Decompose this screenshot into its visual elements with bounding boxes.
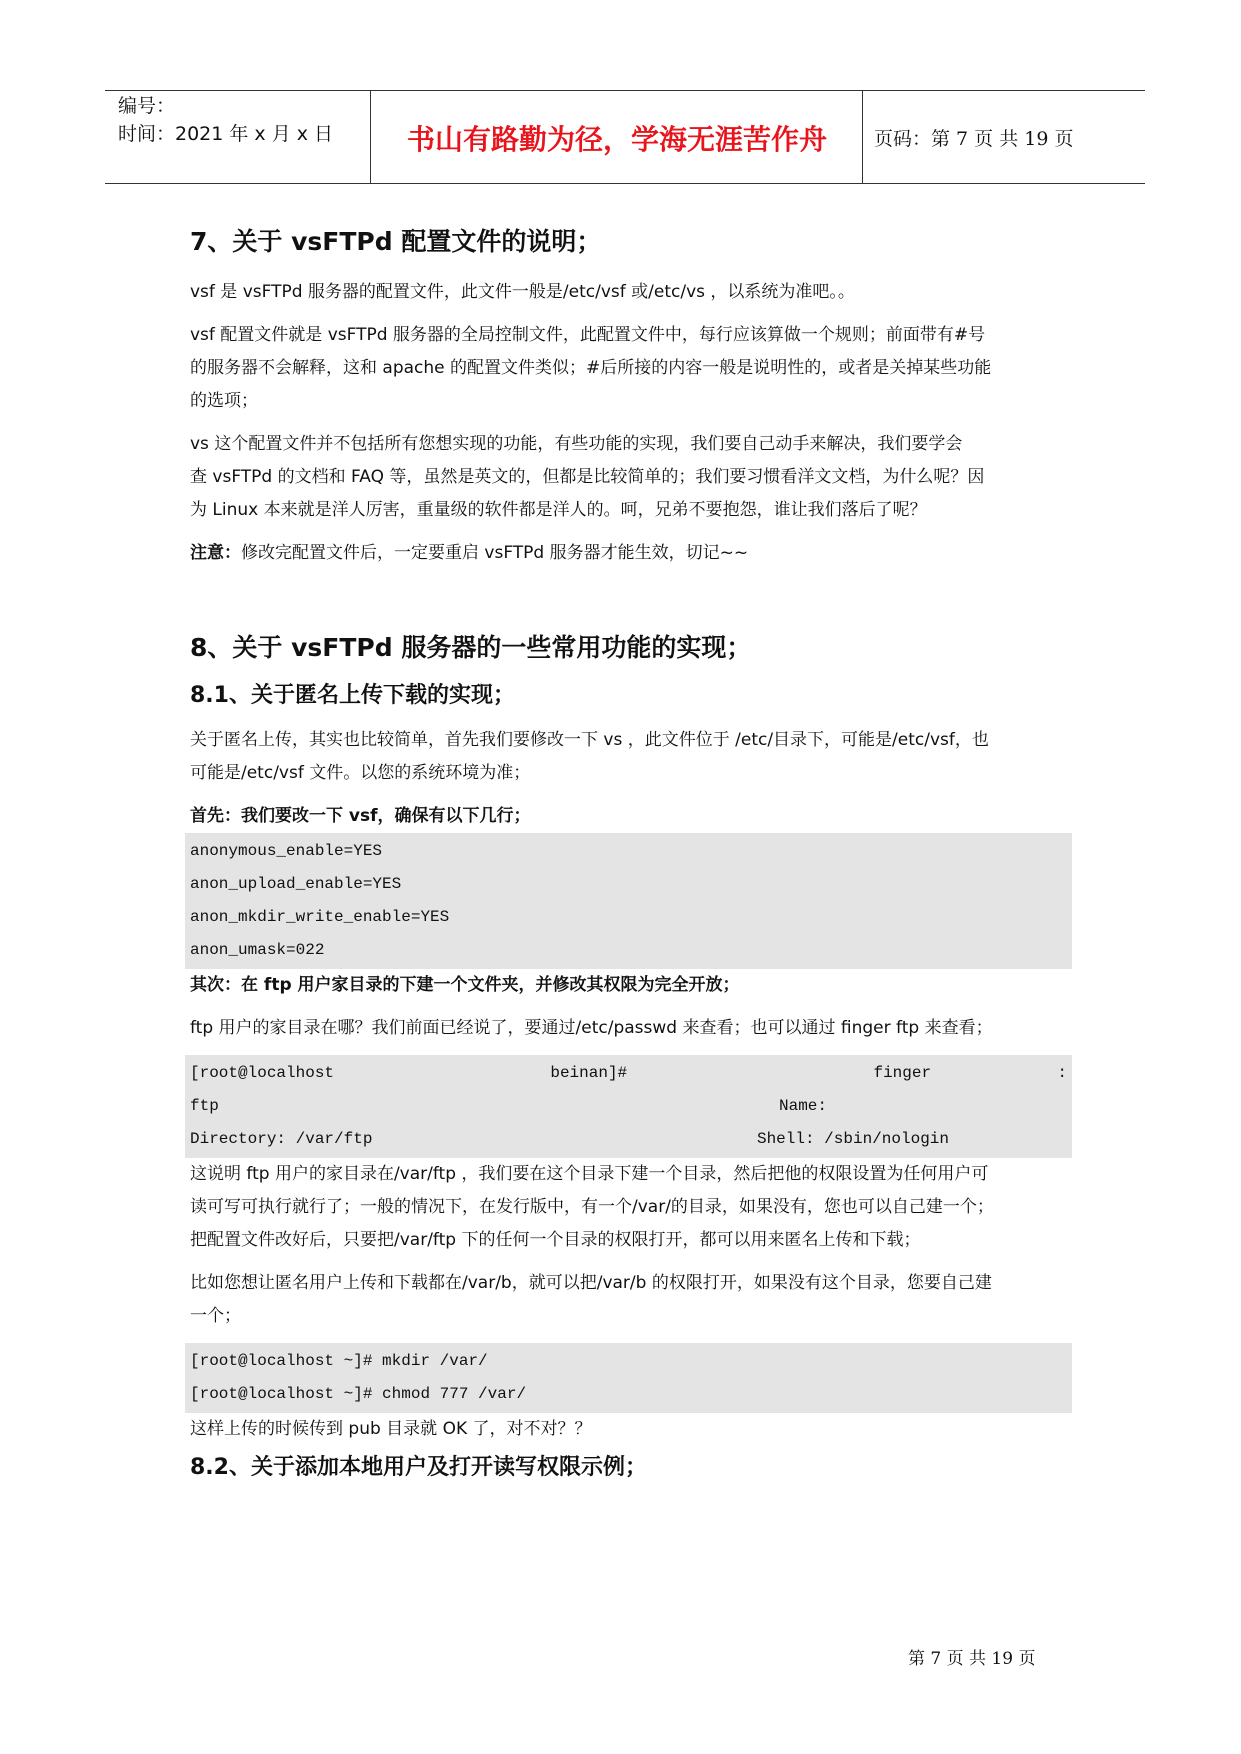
code-block-finger	[185, 1055, 1072, 1158]
header-motto: 书山有路勤为径，学海无涯苦作舟	[406, 123, 827, 156]
section-8-1-title: 8.1、关于匿名上传下载的实现；	[190, 683, 515, 708]
header-meta	[118, 92, 333, 148]
code-line: anonymous_enable=YES	[190, 842, 383, 860]
code-line: [root@localhost ~]# mkdir /var/	[190, 1352, 488, 1370]
section-7-paragraph-3: vs 这个配置文件并不包括所有您想实现的功能，有些功能的实现，我们要自己动手来解决，我们要学会 查 vsFTPd 的文档和 FAQ 等，虽然是英文的，但都是比较简单的；我们要习惯看洋文文档，为什么呢？因 为 Linux 本来就是洋人厉害，重量级的软件都是洋人的。呵，兄弟不要抱怨，谁让我们落后了呢？	[190, 434, 985, 520]
done-paragraph: 这样上传的时候传到 pub 目录就 OK 了，对不对？？	[190, 1419, 592, 1439]
header-top-rule	[105, 90, 1145, 91]
code-block-mkdir	[185, 1343, 1072, 1413]
ftp-home-paragraph: ftp 用户的家目录在哪？我们前面已经说了，要通过/etc/passwd 来查看；也可以通过 finger ftp 来查看；	[190, 1018, 993, 1038]
example-paragraph: 比如您想让匿名用户上传和下载都在/var/b，就可以把/var/b 的权限打开，如果没有这个目录，您要自己建 一个；	[190, 1273, 992, 1326]
note-text: 修改完配置文件后，一定要重启 vsFTPd 服务器才能生效，切记~~	[241, 543, 749, 563]
code-line: anon_umask=022	[190, 941, 325, 959]
header-number: 编号：	[118, 95, 176, 117]
section-7-paragraph-2: vsf 配置文件就是 vsFTPd 服务器的全局控制文件，此配置文件中，每行应该算做一个规则；前面带有#号 的服务器不会解释，这和 apache 的配置文件类似；#后所接的内容一般是说明性的，或者是关掉某些功能 的选项；	[190, 325, 992, 411]
header-divider-right	[862, 90, 863, 184]
header-divider-left	[370, 90, 371, 184]
section-8-1-intro: 关于匿名上传，其实也比较简单，首先我们要修改一下 vs ，此文件位于 /etc/目录下，可能是/etc/vsf，也 可能是/etc/vsf 文件。以您的系统环境为准；	[190, 730, 989, 783]
footer-page-number: 第 7 页 共 19 页	[908, 1649, 1036, 1669]
code-line: anon_upload_enable=YES	[190, 875, 402, 893]
header-page-info: 页码：第 7 页 共 19 页	[874, 128, 1074, 150]
second-step: 其次：在 ftp 用户家目录的下建一个文件夹，并修改其权限为完全开放；	[190, 975, 740, 995]
header-bottom-rule	[105, 183, 1145, 184]
header-date: 时间：2021 年 x 月 x 日	[118, 123, 334, 145]
ftp-home-explanation: 这说明 ftp 用户的家目录在/var/ftp ，我们要在这个目录下建一个目录，然后把他的权限设置为任何用户可 读可写可执行就行了；一般的情况下，在发行版中，有一个/var/的目录，如果没有，您也可以自己建一个； 把配置文件改好后，只要把/var/ftp 下的任何一个目录的权限打开，都可以用来匿名上传和下载；	[190, 1164, 994, 1250]
section-8-title: 8、关于 vsFTPd 服务器的一些常用功能的实现；	[190, 633, 752, 662]
code-line: ftp Name:	[190, 1097, 827, 1115]
code-block-config	[185, 833, 1072, 969]
code-line: [root@localhost beinan]# finger :	[190, 1064, 1067, 1082]
section-7-note	[190, 537, 1067, 570]
section-7-title: 7、关于 vsFTPd 配置文件的说明；	[190, 227, 602, 256]
section-8-2-title: 8.2、关于添加本地用户及打开读写权限示例；	[190, 1455, 647, 1480]
code-line: Directory: /var/ftp Shell: /sbin/nologin	[190, 1130, 949, 1148]
note-label: 注意：	[190, 543, 241, 563]
section-7-paragraph-1: vsf 是 vsFTPd 服务器的配置文件，此文件一般是/etc/vsf 或/etc/vs ，以系统为准吧。。	[190, 282, 855, 302]
first-step: 首先：我们要改一下 vsf，确保有以下几行；	[190, 806, 531, 826]
code-line: anon_mkdir_write_enable=YES	[190, 908, 450, 926]
document-body	[190, 222, 1067, 1486]
code-line: [root@localhost ~]# chmod 777 /var/	[190, 1385, 527, 1403]
